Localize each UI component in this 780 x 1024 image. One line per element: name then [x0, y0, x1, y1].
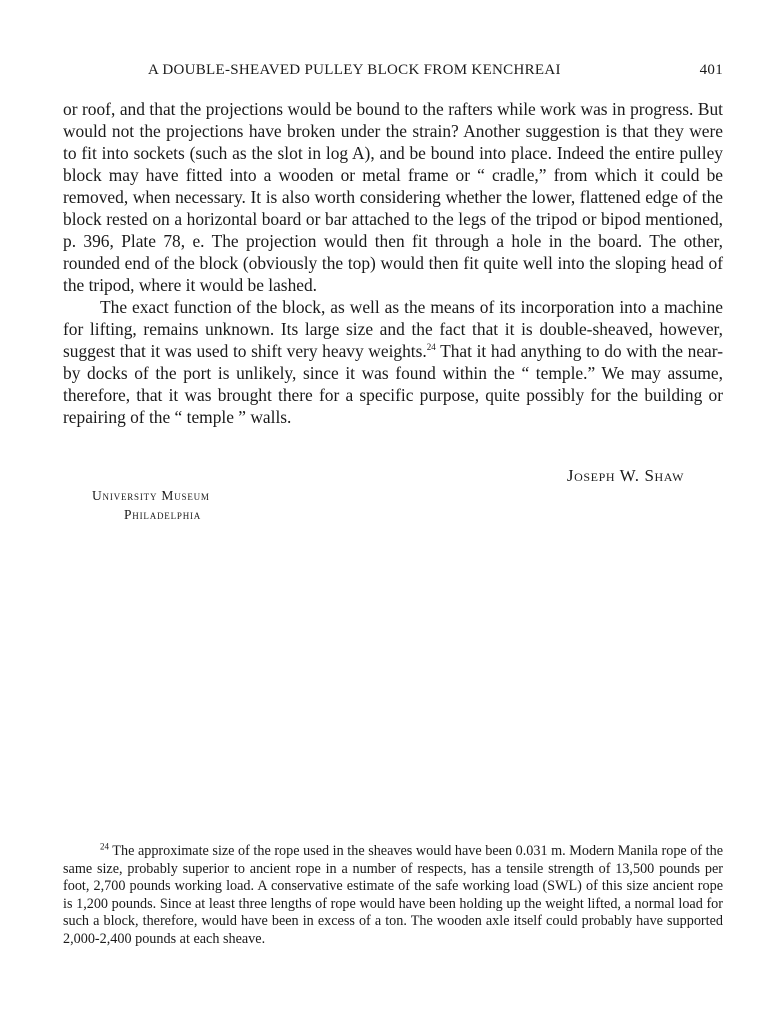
affiliation-city: Philadelphia [124, 507, 202, 522]
footnote-text: The approximate size of the rope used in the sheaves would have been 0.031 m. Modern Manila rope of the same size, probably superior to ancient rope in a number of respects, has a tensile strength of 13,500 pounds per foot, 2,700 pounds working load. A conservative estimate of the safe working load (SWL) of this size ancient rope is 1,200 pounds. Since at least three lengths of rope would have been holding up the weight lifted, a normal load for such a block, therefore, would have been in excess of a ton. The wooden axle itself could probably have supported 2,000-2,400 pounds at each sheave. [63, 843, 723, 947]
running-head [63, 62, 723, 84]
footnote-number: 24 [100, 841, 109, 852]
footnote-paragraph [63, 843, 723, 948]
running-title: A DOUBLE-SHEAVED PULLEY BLOCK FROM KENCHREAI [148, 62, 561, 78]
body-text [63, 98, 723, 428]
paragraph-2 [63, 296, 723, 428]
footnote [63, 843, 723, 948]
paragraph-2-text-before-note: The exact function of the block, as well as the means of its incorporation into a machine for lifting, remains unknown. Its large size and the fact that it is double-sheaved, however, suggest that it was used to shift very heavy weights. [63, 297, 723, 361]
author-signature: Joseph W. Shaw [566, 466, 684, 485]
paragraph-1: or roof, and that the projections would be bound to the rafters while work was in progress. But would not the projections have broken under the strain? Another suggestion is that they were to fit into sockets (such as the slot in log A), and be bound into place. Indeed the entire pulley block may have fitted into a wooden or metal frame or “ cradle,” from which it could be removed, when necessary. It is also worth considering whether the lower, flattened edge of the block rested on a horizontal board or bar attached to the legs of the tripod or bipod mentioned, p. 396, Plate 78, e. The projection would then fit through a hole in the board. The other, rounded end of the block (obviously the top) would then fit quite well into the sloping head of the tripod, where it would be lashed. [63, 99, 723, 295]
paragraph-2-text-after-note: That it had anything to do with the near-by docks of the port is unlikely, since it was found within the “ temple.” We may assume, therefore, that it was brought there for a specific purpose, quite possibly for the building or repairing of the “ temple ” walls. [63, 341, 724, 427]
affiliation-institution: University Museum [92, 488, 210, 503]
page-number: 401 [699, 62, 723, 78]
author-affiliation [92, 486, 210, 524]
footnote-reference: 24 [426, 342, 436, 353]
